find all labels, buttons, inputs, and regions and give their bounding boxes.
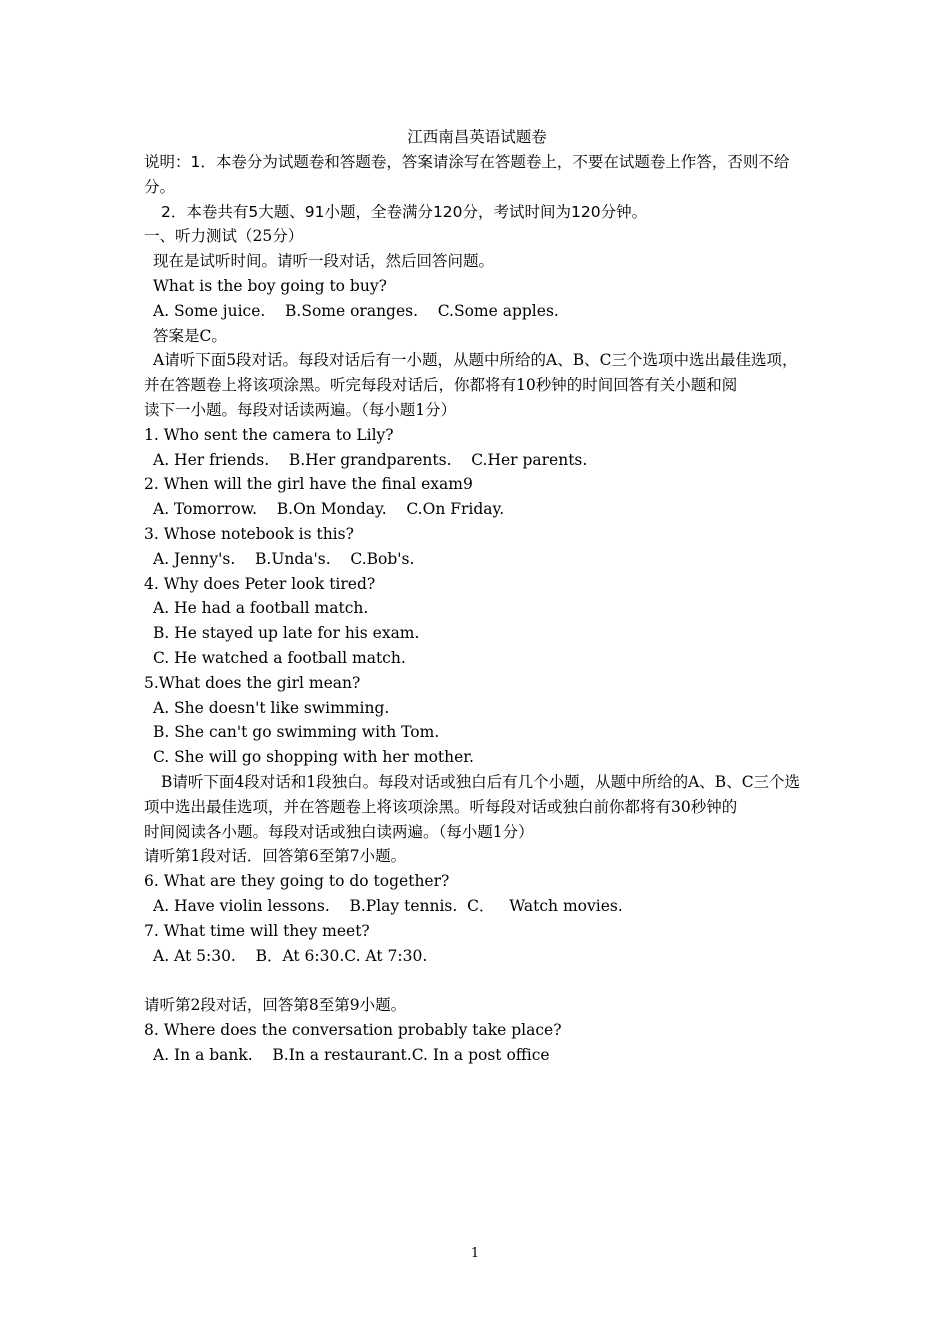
question-3-options: A. Jenny's. B.Unda's. C.Bob's. bbox=[153, 549, 415, 568]
instructions-note-1: 说明：1．本卷分为试题卷和答题卷，答案请涂写在答题卷上，不要在试题卷上作答，否则不给分。 bbox=[144, 153, 790, 196]
question-4-option-a: A. He had a football match. bbox=[153, 599, 369, 618]
question-4-option-c: C. He watched a football match. bbox=[153, 648, 406, 667]
question-3: 3. Whose notebook is this? bbox=[144, 524, 354, 543]
dialog-1-heading: 请听第1段对话．回答第6至第7小题。 bbox=[144, 847, 407, 866]
exam-title: 江西南昌英语试题卷 bbox=[407, 128, 547, 146]
instructions-note-2: 2．本卷共有5大题、91小题，全卷满分120分，考试时间为120分钟。 bbox=[161, 202, 648, 221]
part-b-instructions-continued: 时间阅读各小题。每段对话或独白读两遍。（每小题1分） bbox=[144, 822, 534, 841]
question-4: 4. Why does Peter look tired? bbox=[144, 574, 376, 593]
question-1-options: A. Her friends. B.Her grandparents. C.Her parents. bbox=[153, 450, 588, 469]
question-1: 1. Who sent the camera to Lily? bbox=[144, 425, 394, 444]
example-answer: 答案是C。 bbox=[153, 326, 227, 345]
example-question: What is the boy going to buy? bbox=[153, 276, 387, 295]
part-b-instructions: B请听下面4段对话和1段独白。每段对话或独白后有几个小题，从题中所给的A、B、C三个选项中选出最佳选项，并在答题卷上将该项涂黑。听每段对话或独白前你都将有30秒钟的 bbox=[144, 772, 801, 816]
question-5-option-a: A. She doesn't like swimming. bbox=[153, 698, 390, 717]
question-7: 7. What time will they meet? bbox=[144, 921, 370, 940]
question-5: 5.What does the girl mean? bbox=[144, 673, 361, 692]
page-content bbox=[144, 124, 810, 1067]
section-heading: 一、听力测试（25分） bbox=[144, 227, 304, 246]
example-options: A. Some juice. B.Some oranges. C.Some apples. bbox=[153, 301, 559, 320]
question-6-options: A. Have violin lessons. B.Play tennis. C． Watch movies. bbox=[153, 896, 623, 915]
question-4-option-b: B. He stayed up late for his exam. bbox=[153, 624, 420, 643]
part-a-instructions-continued: 读下一小题。每段对话读两遍。（每小题1分） bbox=[144, 400, 457, 419]
question-8-options: A. In a bank. B.In a restaurant.C. In a post office bbox=[153, 1045, 550, 1064]
question-2: 2. When will the girl have the final exam9 bbox=[144, 475, 473, 494]
question-2-options: A. Tomorrow. B.On Monday. C.On Friday. bbox=[153, 500, 505, 519]
question-6: 6. What are they going to do together? bbox=[144, 872, 450, 891]
question-7-options: A. At 5:30. B．At 6:30.C. At 7:30. bbox=[153, 946, 428, 965]
dialog-2-heading: 请听第2段对话，回答第8至第9小题。 bbox=[144, 996, 407, 1015]
example-intro: 现在是试听时间。请听一段对话，然后回答问题。 bbox=[153, 252, 495, 271]
question-5-option-b: B. She can't go swimming with Tom. bbox=[153, 723, 440, 742]
question-8: 8. Where does the conversation probably take place? bbox=[144, 1020, 562, 1039]
blank-line bbox=[144, 968, 810, 993]
part-a-instructions: A请听下面5段对话。每段对话后有一小题，从题中所给的A、B、C三个选项中选出最佳选项，并在答题卷上将该项涂黑。听完每段对话后，你都将有10秒钟的时间回答有关小题和阅 bbox=[144, 351, 798, 395]
question-5-option-c: C. She will go shopping with her mother. bbox=[153, 748, 474, 767]
page-number: 1 bbox=[470, 1246, 480, 1261]
